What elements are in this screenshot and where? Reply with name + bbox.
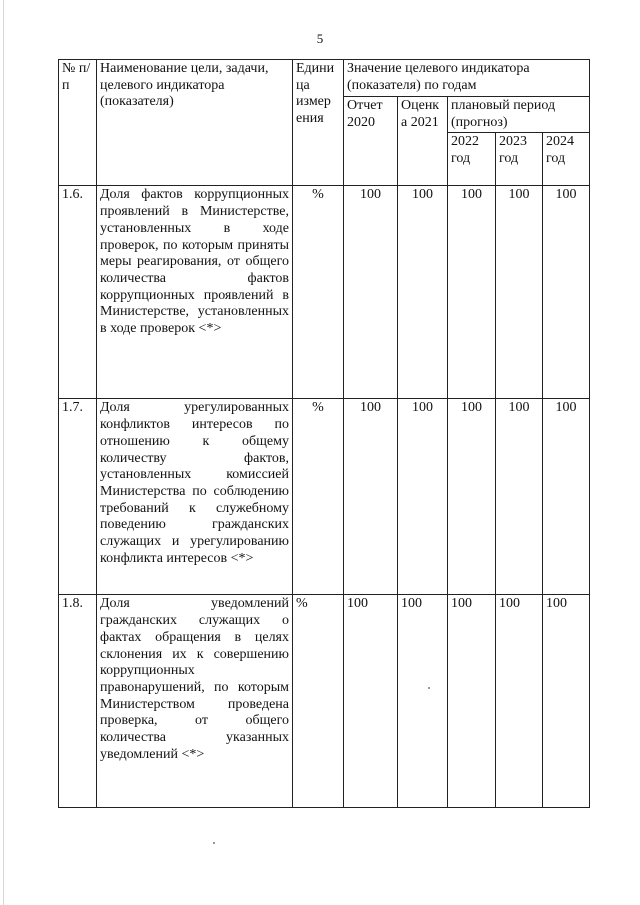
row-unit: % <box>293 595 344 808</box>
row-value-2022: 100 <box>448 186 496 399</box>
header-estimate-2021: Оценк а 2021 <box>398 97 448 186</box>
row-num: 1.6. <box>59 186 97 399</box>
table-row <box>59 595 590 808</box>
header-2023: 2023 год <box>496 133 543 186</box>
row-value-2024: 100 <box>543 186 590 399</box>
row-num: 1.7. <box>59 399 97 595</box>
row-value-2023: 100 <box>496 186 543 399</box>
row-name: Доля уведомлений гражданских служащих о фактах обращения в целях склонения их к совершению коррупционных правонарушений, по которым Министерством проведена проверка, от общего количества указанных уведомлений <*> <box>97 595 293 808</box>
row-value-2023: 100 <box>496 595 543 808</box>
scan-speck <box>213 842 215 844</box>
row-value-2024: 100 <box>543 595 590 808</box>
row-value-2024: 100 <box>543 399 590 595</box>
header-report-2020: Отчет 2020 <box>344 97 398 186</box>
row-unit: % <box>293 399 344 595</box>
row-num: 1.8. <box>59 595 97 808</box>
table-row <box>59 399 590 595</box>
row-value-2020: 100 <box>344 399 398 595</box>
row-value-2023: 100 <box>496 399 543 595</box>
header-2024: 2024 год <box>543 133 590 186</box>
header-2022: 2022 год <box>448 133 496 186</box>
page-number: 5 <box>316 31 324 46</box>
row-value-2022: 100 <box>448 399 496 595</box>
row-name: Доля фактов коррупционных проявлений в Министерстве, установленных в ходе проверок, по которым приняты меры реагирования, от общего количества фактов коррупционных проявлений в Министерстве, установленных в ходе проверок <*> <box>97 186 293 399</box>
scan-edge-line <box>3 0 4 905</box>
row-value-2022: 100 <box>448 595 496 808</box>
header-name: Наименование цели, задачи, целевого индикатора (показателя) <box>97 60 293 186</box>
header-num: № п/п <box>59 60 97 186</box>
table-row <box>59 186 590 399</box>
row-value-2020: 100 <box>344 186 398 399</box>
row-value-2021: 100 <box>398 595 448 808</box>
header-row-top <box>59 60 590 97</box>
scan-speck <box>428 687 430 689</box>
row-value-2020: 100 <box>344 595 398 808</box>
header-unit: Едини ца измер ения <box>293 60 344 186</box>
row-value-2021: 100 <box>398 186 448 399</box>
row-name: Доля урегулированных конфликтов интересов по отношению к общему количеству фактов, установленных комиссией Министерства по соблюдению требований к служебному поведению гражданских служащих и урегулированию конфликта интересов <*> <box>97 399 293 595</box>
row-unit: % <box>293 186 344 399</box>
row-value-2021: 100 <box>398 399 448 595</box>
indicators-table <box>58 59 590 808</box>
header-values: Значение целевого индикатора (показателя) по годам <box>344 60 590 97</box>
header-plan-period: плановый период (прогноз) <box>448 97 590 133</box>
